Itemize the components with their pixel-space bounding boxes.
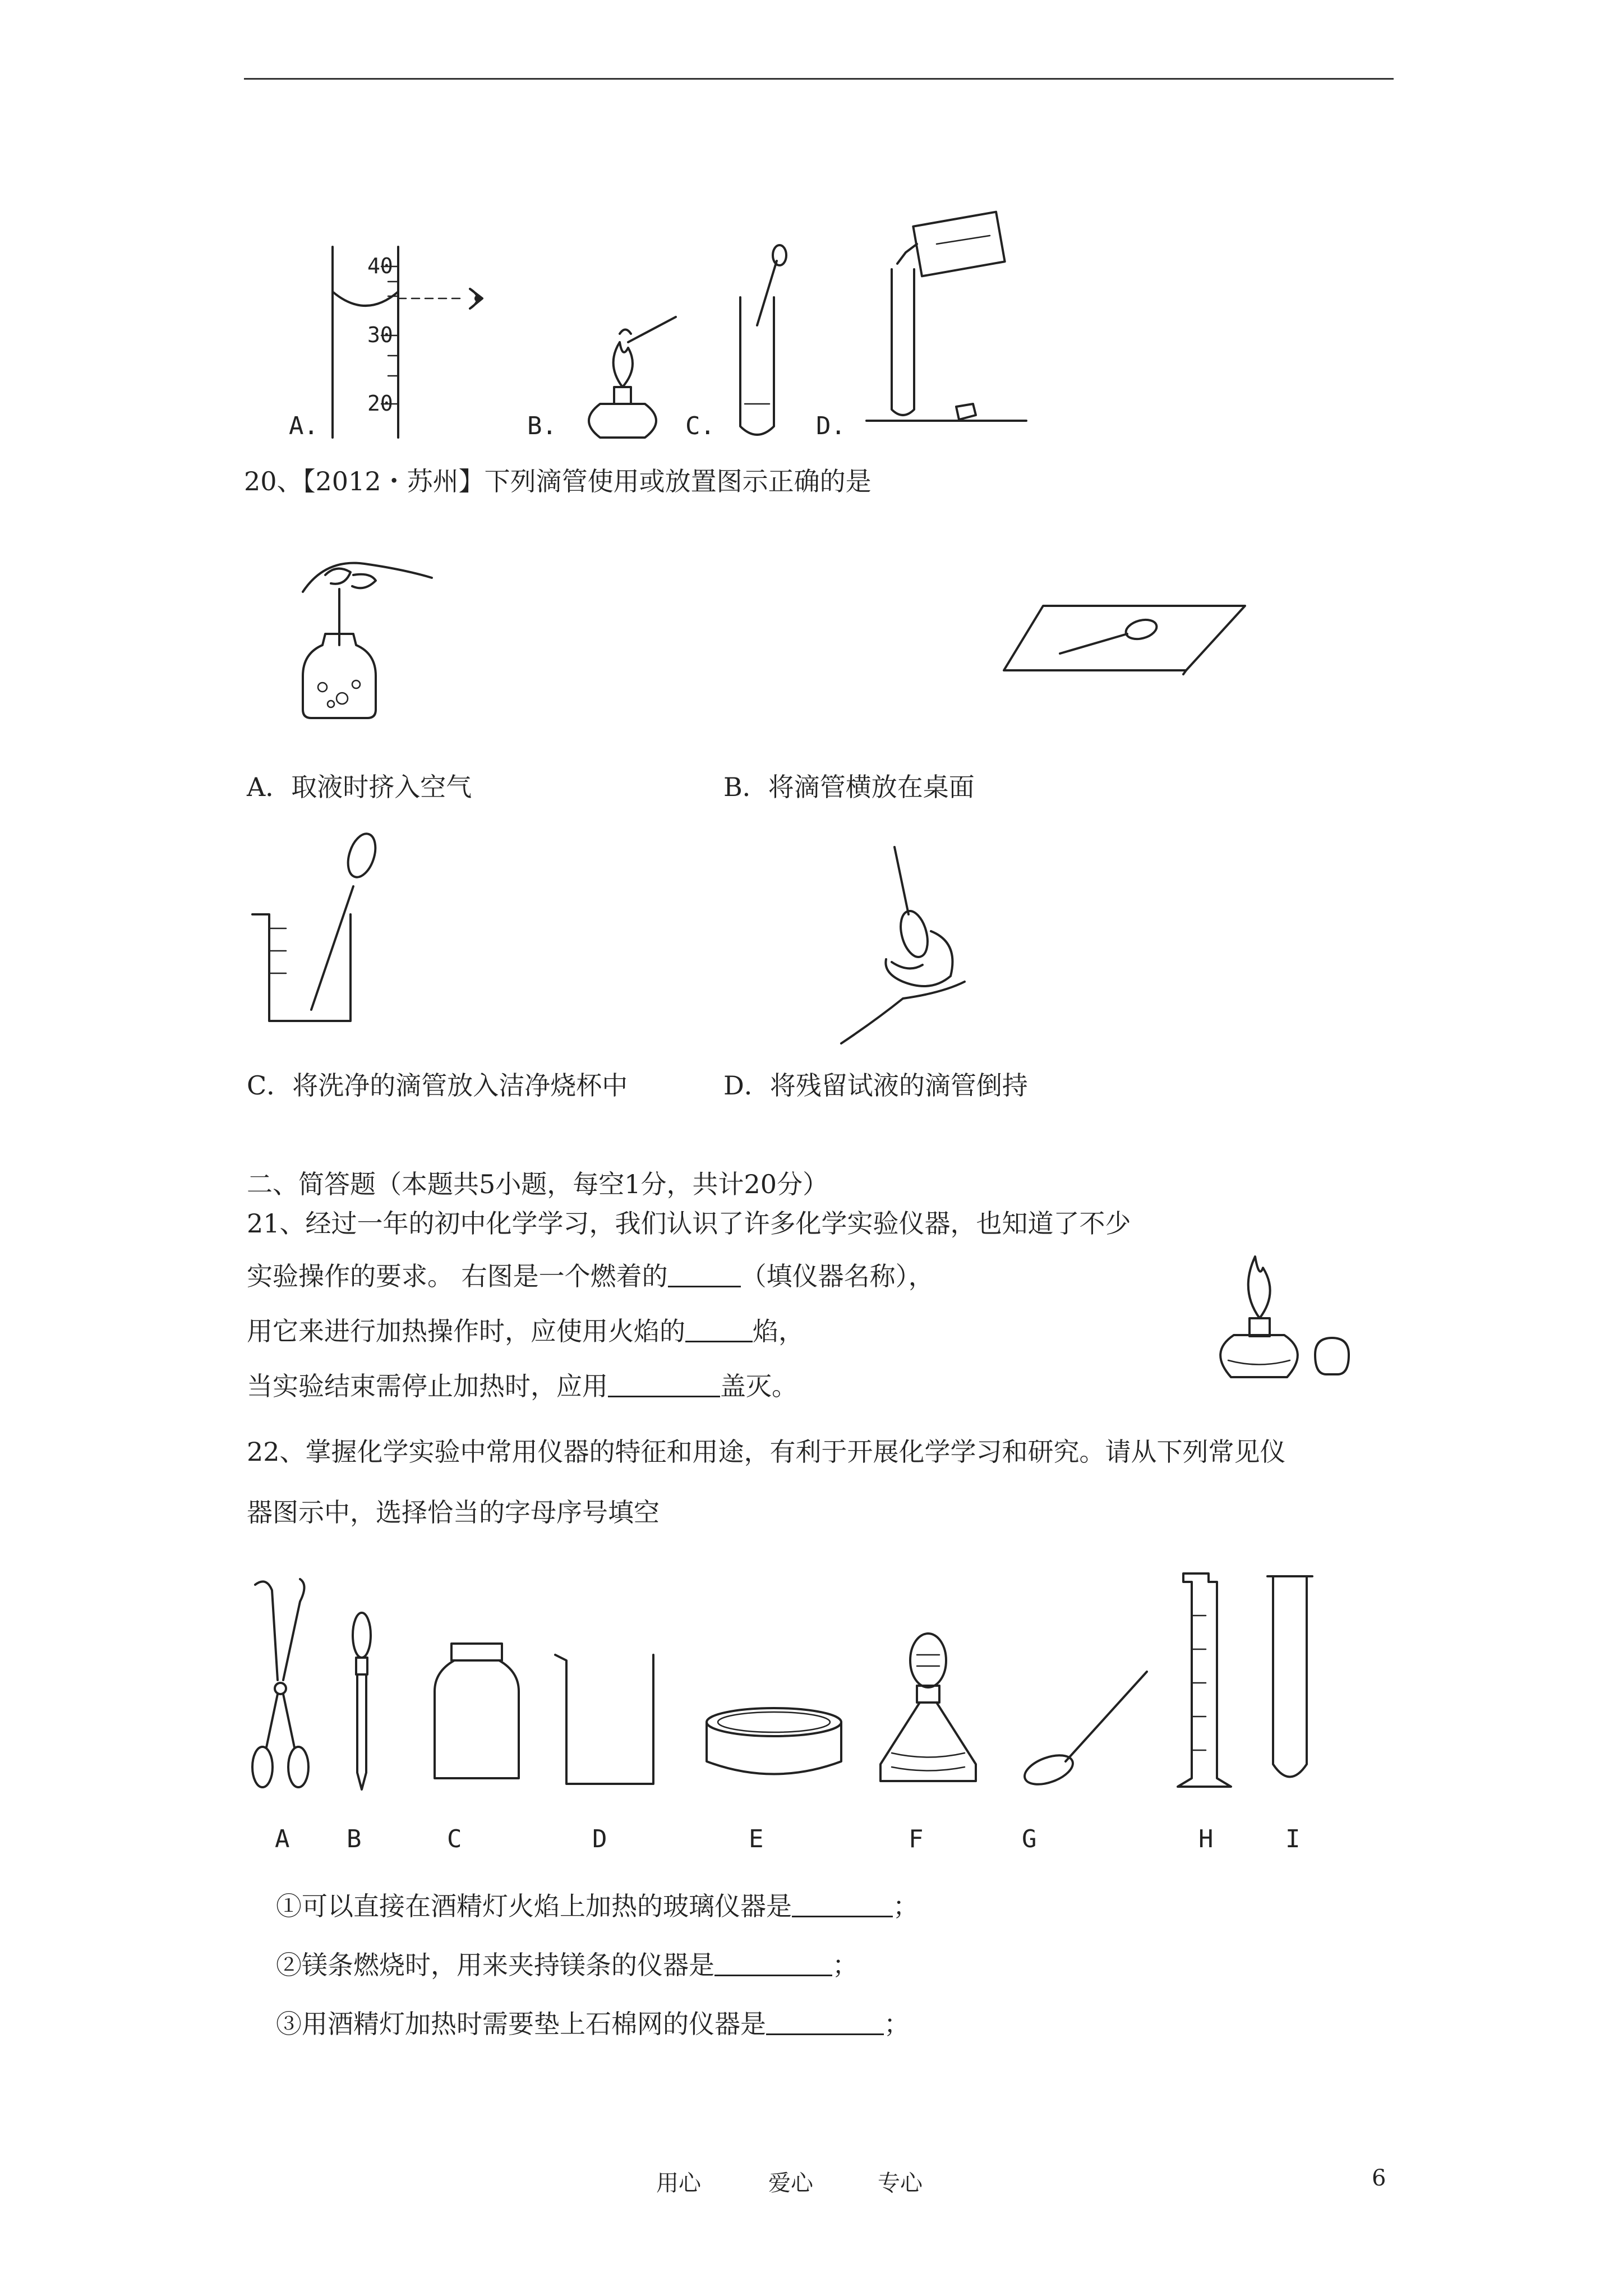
q19-option-b: B.: [527, 412, 557, 440]
q21-line-3-start: 用它来进行加热操作时，应使用火焰的: [247, 1316, 685, 1346]
q22-blank-1[interactable]: [792, 1916, 893, 1917]
q21-line-3-end: 焰，: [753, 1316, 804, 1346]
q22-line-1: 22、掌握化学实验中常用仪器的特征和用途，有利于开展化学学习和研究。请从下列常见仪: [247, 1437, 1286, 1467]
instrument-label-f: F: [909, 1825, 924, 1853]
q20-option-a: A．取液时挤入空气: [247, 772, 472, 802]
q22-sub-2: [276, 1952, 858, 1978]
q21-line-2-end: （填仪器名称），: [740, 1261, 934, 1291]
q22-sub-3: [276, 2011, 910, 2037]
alcohol-lamp-f-figure: [875, 1630, 981, 1792]
dropper-in-beaker-figure: [247, 830, 376, 1032]
q20-option-d: D．将残留试液的滴管倒持: [723, 1070, 1028, 1101]
evaporating-dish-figure: [701, 1703, 847, 1787]
footer-motto-2: 爱心: [768, 2170, 813, 2196]
q22-sub-3-end: ；: [884, 2009, 910, 2039]
q22-blank-3[interactable]: [766, 2033, 884, 2035]
section-2-heading: 二、简答题（本题共5小题，每空1分，共计20分）: [247, 1169, 829, 1199]
q21-line-4-start: 当实验结束需停止加热时，应用: [247, 1371, 608, 1401]
crucible-tongs-figure: [247, 1568, 314, 1792]
instrument-label-g: G: [1022, 1825, 1037, 1853]
instrument-label-b: B: [347, 1825, 362, 1853]
scale-tick-30: 30: [367, 323, 393, 347]
page-number: 6: [1372, 2165, 1386, 2191]
graduated-cylinder-figure: [1169, 1571, 1242, 1795]
q21-line-4: [247, 1373, 797, 1399]
q21-blank-flame-part[interactable]: [685, 1341, 753, 1342]
header-rule: [244, 78, 1394, 80]
q22-line-2: 器图示中，选择恰当的字母序号填空: [247, 1497, 660, 1527]
instrument-label-i: I: [1285, 1825, 1301, 1853]
q22-sub-2-end: ；: [832, 1950, 858, 1980]
q21-line-1: 21、经过一年的初中化学学习，我们认识了许多化学实验仪器，也知道了不少: [247, 1208, 1131, 1239]
q19-option-c: C.: [685, 412, 715, 440]
dropper-on-table-figure: [998, 600, 1245, 679]
q19-option-d: D.: [816, 412, 846, 440]
instrument-label-h: H: [1198, 1825, 1214, 1853]
instrument-label-d: D: [592, 1825, 607, 1853]
q22-blank-2[interactable]: [714, 1975, 832, 1976]
wide-mouth-bottle-figure: [429, 1641, 524, 1787]
q19-option-a: A.: [289, 412, 319, 440]
q20-option-c: C．将洗净的滴管放入洁净烧杯中: [247, 1070, 628, 1101]
beaker-figure: [552, 1649, 659, 1789]
scale-tick-20: 20: [367, 391, 393, 416]
graduated-cylinder-reading-figure: [314, 236, 516, 443]
footer-motto-3: 专心: [878, 2170, 923, 2196]
pouring-liquid-figure: [864, 208, 1026, 426]
q20-option-b: B．将滴管横放在桌面: [723, 772, 975, 802]
alcohol-lamp-lighting-figure: [566, 303, 690, 449]
q21-line-2: [247, 1263, 934, 1289]
q22-sub-1-text: ①可以直接在酒精灯火焰上加热的玻璃仪器是: [276, 1891, 792, 1921]
q21-line-3: [247, 1318, 804, 1344]
combustion-spoon-figure: [1015, 1669, 1150, 1787]
q22-sub-1: [276, 1893, 919, 1919]
test-tube-figure: [1262, 1571, 1318, 1795]
test-tube-dropper-figure: [729, 247, 796, 443]
scale-tick-40: 40: [367, 254, 393, 278]
dropper-b-figure: [345, 1610, 379, 1795]
dropper-squeeze-air-figure: [292, 519, 437, 726]
q22-sub-2-text: ②镁条燃烧时，用来夹持镁条的仪器是: [276, 1950, 714, 1980]
instrument-label-e: E: [749, 1825, 764, 1853]
q21-blank-instrument[interactable]: [668, 1286, 741, 1287]
footer-motto-1: 用心: [656, 2170, 701, 2196]
instrument-label-c: C: [447, 1825, 462, 1853]
burning-alcohol-lamp-figure: [1200, 1234, 1368, 1391]
q22-sub-3-text: ③用酒精灯加热时需要垫上石棉网的仪器是: [276, 2009, 766, 2039]
q21-line-4-end: 盖灭。: [720, 1371, 797, 1401]
dropper-inverted-figure: [830, 836, 987, 1049]
q22-sub-1-end: ；: [893, 1891, 919, 1921]
q21-line-2-start: 实验操作的要求。 右图是一个燃着的: [247, 1261, 668, 1291]
question-20-stem: 20、【2012・苏州】下列滴管使用或放置图示正确的是: [244, 466, 872, 496]
instrument-label-a: A: [275, 1825, 290, 1853]
q21-blank-extinguish[interactable]: [608, 1396, 720, 1397]
